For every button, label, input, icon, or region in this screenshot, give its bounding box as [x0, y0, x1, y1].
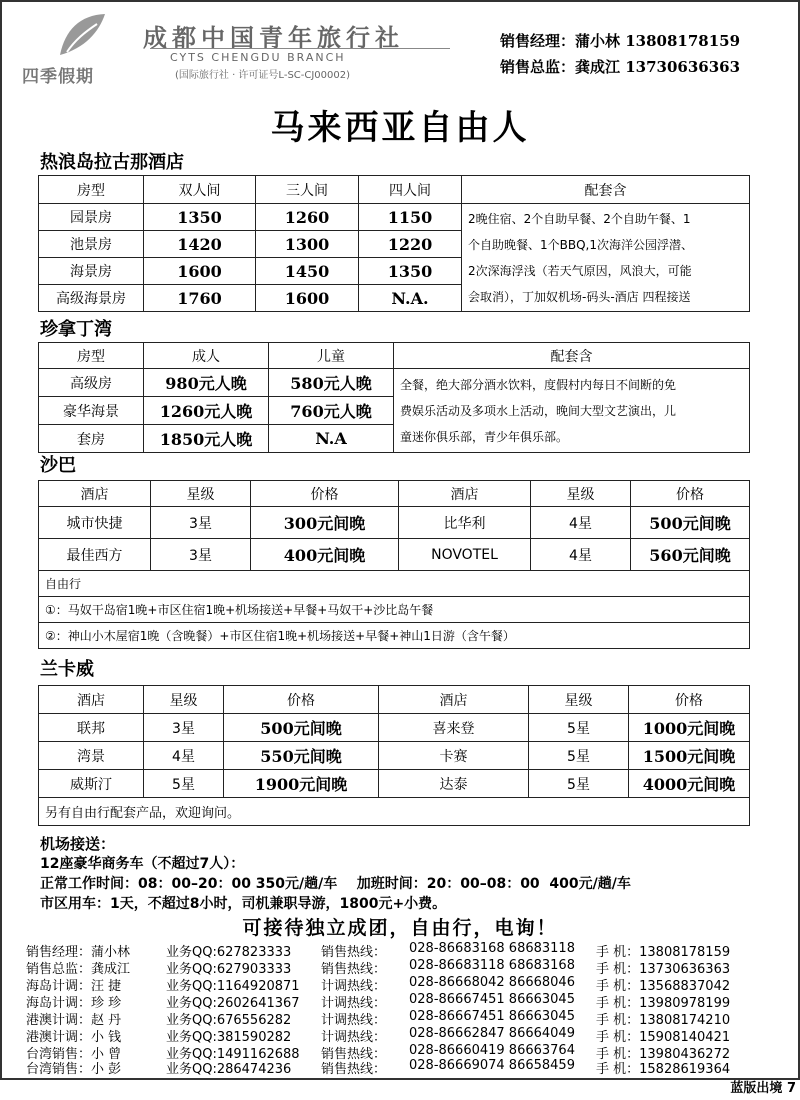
page-footer: 蓝版出境 7 [730, 1081, 796, 1096]
star-rating: 4星 [531, 539, 631, 571]
column-header: 配套含 [462, 176, 750, 204]
contact-hotline: 028-86668042 86668046 [409, 975, 575, 990]
contact-qq: 业务QQ:381590282 [166, 1030, 292, 1045]
star-rating: 4星 [531, 507, 631, 539]
includes-line: 童迷你俱乐部，青少年俱乐部。 [400, 429, 569, 444]
room-type: 海景房 [39, 258, 144, 285]
column-header: 星级 [151, 481, 251, 507]
free-travel-option: ①：马奴干岛宿1晚+市区住宿1晚+机场接送+早餐+马奴干+沙比岛午餐 [39, 597, 750, 623]
table-row [39, 507, 750, 539]
price-cell: 1600 [144, 258, 256, 285]
hotel-name: 达泰 [379, 770, 529, 798]
contact-mobile: 手 机：13808178159 [596, 945, 731, 960]
contact-hotline-label: 计调热线： [321, 1013, 387, 1028]
price-cell: 550元间晚 [224, 742, 379, 770]
contact-mobile: 手 机：13730636363 [596, 962, 731, 977]
contact-hotline-label: 销售热线： [321, 962, 387, 977]
star-rating: 5星 [529, 742, 629, 770]
star-rating: 4星 [144, 742, 224, 770]
room-type: 园景房 [39, 204, 144, 231]
column-header: 价格 [629, 686, 750, 714]
price-cell: 1600 [256, 285, 359, 312]
hotel-name: 威斯汀 [39, 770, 144, 798]
column-header: 房型 [39, 176, 144, 204]
room-type: 豪华海景 [39, 397, 144, 425]
airport-car-type: 12座豪华商务车（不超过7人）： [40, 856, 245, 872]
package-includes [394, 369, 750, 453]
contact-mobile: 手 机：13980436272 [596, 1047, 731, 1062]
section-title-lankawi: 兰卡威 [40, 659, 94, 680]
column-header: 儿童 [269, 343, 394, 369]
column-header: 酒店 [39, 481, 151, 507]
contact-role-name: 海岛计调：珍 珍 [26, 996, 122, 1011]
contact-hotline: 028-86683118 68683168 [409, 958, 575, 973]
contact-hotline: 028-86667451 86663045 [409, 1009, 575, 1024]
column-header: 酒店 [379, 686, 529, 714]
section-title-langkawi-resort: 热浪岛拉古那酒店 [40, 152, 184, 173]
column-header: 成人 [144, 343, 269, 369]
section-title-sabah: 沙巴 [40, 455, 76, 476]
price-cell: 1000元间晚 [629, 714, 750, 742]
contact-hotline-label: 计调热线： [321, 979, 387, 994]
star-rating: 3星 [151, 507, 251, 539]
price-cell: 1300 [256, 231, 359, 258]
city-car-pricing: 市区用车：1天，不超过8小时，司机兼职导游，1800元+小费。 [40, 896, 447, 912]
contact-role-name: 台湾销售：小 彭 [26, 1062, 122, 1077]
airport-hours-pricing: 正常工作时间：08：00–20：00 350元/趟/车 加班时间：20：00–08：00 400元/趟/车 [40, 876, 631, 892]
price-cell: 1500元间晚 [629, 742, 750, 770]
contact-hotline: 028-86669074 86658459 [409, 1058, 575, 1073]
table-row [39, 369, 750, 397]
leaf-logo-icon [55, 10, 109, 60]
price-cell: 580元人晚 [269, 369, 394, 397]
sales-director-contact: 销售总监：龚成江 13730636363 [500, 58, 741, 76]
price-cell: 500元间晚 [224, 714, 379, 742]
contact-qq: 业务QQ:2602641367 [166, 996, 300, 1011]
hotel-name: 城市快捷 [39, 507, 151, 539]
column-header: 三人间 [256, 176, 359, 204]
room-type: 池景房 [39, 231, 144, 258]
star-rating: 5星 [144, 770, 224, 798]
page-title: 马来西亚自由人 [270, 108, 530, 148]
price-cell: 400元间晚 [251, 539, 399, 571]
contact-mobile: 手 机：15908140421 [596, 1030, 731, 1045]
contact-qq: 业务QQ:1491162688 [166, 1047, 300, 1062]
price-cell: 1850元人晚 [144, 425, 269, 453]
inquiry-banner: 可接待独立成团，自由行，电询！ [242, 917, 558, 939]
table-row [39, 714, 750, 742]
price-cell: 980元人晚 [144, 369, 269, 397]
price-cell: 300元间晚 [251, 507, 399, 539]
star-rating: 5星 [529, 770, 629, 798]
table-row [39, 770, 750, 798]
includes-line: 会取消），丁加奴机场-码头-酒店 四程接送 [468, 289, 691, 304]
column-header: 房型 [39, 343, 144, 369]
column-header: 酒店 [39, 686, 144, 714]
contact-hotline: 028-86660419 86663764 [409, 1043, 575, 1058]
contact-qq: 业务QQ:627823333 [166, 945, 292, 960]
contact-qq: 业务QQ:286474236 [166, 1062, 292, 1077]
includes-line: 2次深海浮浅（若天气原因，风浪大，可能 [468, 263, 692, 278]
contact-mobile: 手 机：13980978199 [596, 996, 731, 1011]
agency-name: 成都中国青年旅行社 [143, 24, 404, 52]
price-cell: 1150 [359, 204, 462, 231]
column-header: 配套含 [394, 343, 750, 369]
includes-line: 个自助晚餐、1个BBQ,1次海洋公园浮潜、 [468, 237, 693, 252]
column-header: 星级 [144, 686, 224, 714]
contact-hotline: 028-86667451 86663045 [409, 992, 575, 1007]
column-header: 双人间 [144, 176, 256, 204]
airport-transfer-title: 机场接送： [40, 835, 116, 853]
includes-line: 2晚住宿、2个自助早餐、2个自助午餐、1 [468, 211, 691, 226]
hotel-name: 比华利 [399, 507, 531, 539]
column-header: 星级 [531, 481, 631, 507]
price-cell: 1420 [144, 231, 256, 258]
section-title-pangkor: 珍拿丁湾 [40, 319, 112, 340]
table-row [39, 742, 750, 770]
contact-hotline-label: 销售热线： [321, 945, 387, 960]
sabah-table [38, 480, 750, 649]
contact-mobile: 手 机：13808174210 [596, 1013, 731, 1028]
price-cell: 560元间晚 [631, 539, 750, 571]
star-rating: 3星 [151, 539, 251, 571]
column-header: 四人间 [359, 176, 462, 204]
price-cell: 1760 [144, 285, 256, 312]
includes-line: 费娱乐活动及多项水上活动，晚间大型文艺演出，儿 [400, 403, 677, 418]
contact-qq: 业务QQ:676556282 [166, 1013, 292, 1028]
contact-mobile: 手 机：15828619364 [596, 1062, 731, 1077]
column-header: 价格 [251, 481, 399, 507]
pangkor-table [38, 342, 750, 453]
room-type: 高级海景房 [39, 285, 144, 312]
sales-manager-contact: 销售经理：蒲小林 13808178159 [500, 32, 741, 50]
column-header: 星级 [529, 686, 629, 714]
hotel-name: 喜来登 [379, 714, 529, 742]
lankawi-table [38, 685, 750, 826]
agency-english-name: CYTS CHENGDU BRANCH [170, 51, 346, 64]
star-rating: 5星 [529, 714, 629, 742]
contact-role-name: 销售总监：龚成江 [26, 962, 131, 977]
hotel-name: 卡赛 [379, 742, 529, 770]
price-cell: 500元间晚 [631, 507, 750, 539]
room-type: 高级房 [39, 369, 144, 397]
contact-role-name: 港澳计调：赵 丹 [26, 1013, 122, 1028]
contact-hotline: 028-86662847 86664049 [409, 1026, 575, 1041]
contact-hotline-label: 计调热线： [321, 1030, 387, 1045]
contact-hotline-label: 计调热线： [321, 996, 387, 1011]
contact-hotline: 028-86683168 68683118 [409, 941, 575, 956]
contact-qq: 业务QQ:627903333 [166, 962, 292, 977]
hotel-name: NOVOTEL [399, 539, 531, 571]
contact-role-name: 台湾销售：小 曾 [26, 1047, 122, 1062]
column-header: 价格 [631, 481, 750, 507]
lankawi-note: 另有自由行配套产品，欢迎询问。 [39, 798, 750, 826]
star-rating: 3星 [144, 714, 224, 742]
price-cell: N.A. [359, 285, 462, 312]
price-cell: 760元人晚 [269, 397, 394, 425]
contact-hotline-label: 销售热线： [321, 1047, 387, 1062]
free-travel-label: 自由行 [39, 571, 750, 597]
hotel-name: 最佳西方 [39, 539, 151, 571]
contact-role-name: 港澳计调：小 钱 [26, 1030, 122, 1045]
contact-role-name: 海岛计调：汪 捷 [26, 979, 122, 994]
price-cell: 1260 [256, 204, 359, 231]
package-includes [462, 204, 750, 312]
price-cell: 1350 [359, 258, 462, 285]
price-cell: 1260元人晚 [144, 397, 269, 425]
price-cell: 1220 [359, 231, 462, 258]
contact-mobile: 手 机：13568837042 [596, 979, 731, 994]
table-row [39, 539, 750, 571]
table-row [39, 204, 750, 231]
price-cell: 1900元间晚 [224, 770, 379, 798]
contact-role-name: 销售经理：蒲小林 [26, 945, 131, 960]
includes-line: 全餐，绝大部分酒水饮料，度假村内每日不间断的免 [400, 377, 677, 392]
column-header: 酒店 [399, 481, 531, 507]
price-cell: 4000元间晚 [629, 770, 750, 798]
room-type: 套房 [39, 425, 144, 453]
hotel-name: 联邦 [39, 714, 144, 742]
price-cell: N.A [269, 425, 394, 453]
logo-text: 四季假期 [22, 67, 94, 87]
langkawi-resort-table [38, 175, 750, 312]
contact-hotline-label: 销售热线： [321, 1062, 387, 1077]
price-cell: 1350 [144, 204, 256, 231]
price-cell: 1450 [256, 258, 359, 285]
free-travel-option: ②：神山小木屋宿1晚（含晚餐）+市区住宿1晚+机场接送+早餐+神山1日游（含午餐） [39, 623, 750, 649]
contact-qq: 业务QQ:1164920871 [166, 979, 300, 994]
column-header: 价格 [224, 686, 379, 714]
hotel-name: 湾景 [39, 742, 144, 770]
license-number: (国际旅行社 · 许可证号L-SC-CJ00002) [175, 70, 351, 81]
agency-divider [150, 48, 450, 49]
